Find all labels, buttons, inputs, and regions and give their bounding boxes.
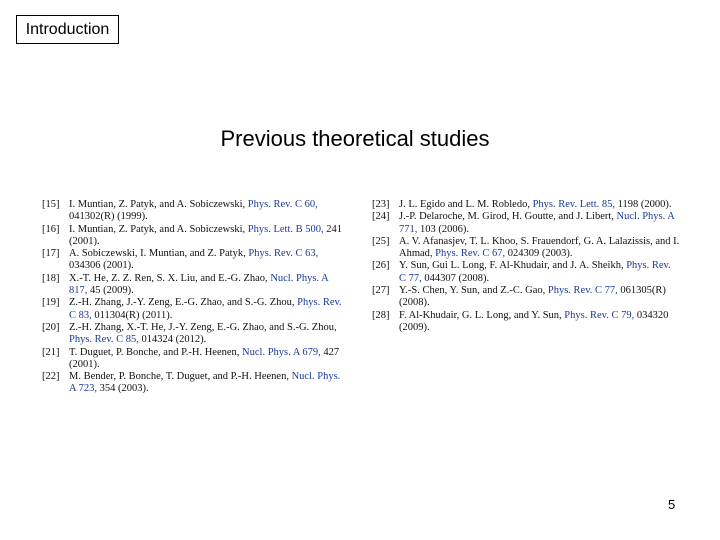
reference-journal-link[interactable]: Phys. Lett. B 500, [247, 223, 324, 235]
reference-authors: I. Muntian, Z. Patyk, and A. Sobiczewski, [69, 199, 246, 210]
reference-authors: A. V. Afanasjev, T. L. Khoo, S. Frauendorf, G. A. Lalazissis, and I. Ahmad, [399, 235, 680, 260]
reference-item [42, 273, 348, 298]
reference-citation: 427 (2001). [69, 346, 340, 370]
reference-number: [23] [372, 199, 390, 210]
reference-authors: J. L. Egido and L. M. Robledo, [399, 199, 530, 210]
reference-item [42, 297, 348, 322]
reference-number: [17] [42, 248, 60, 260]
reference-number: [16] [42, 223, 60, 235]
section-tag [16, 15, 119, 44]
reference-item [42, 322, 348, 347]
reference-item [42, 347, 348, 372]
reference-number: [22] [42, 371, 60, 383]
section-tag-label: Introduction [25, 20, 110, 38]
reference-authors: F. Al-Khudair, G. L. Long, and Y. Sun, [399, 309, 562, 321]
reference-item [42, 248, 348, 273]
reference-journal-link[interactable]: Phys. Rev. C 83, [69, 297, 342, 321]
reference-authors: Y. Sun, Gui L. Long, F. Al-Khudair, and J. A. Sheikh, [399, 260, 624, 272]
reference-number: [20] [42, 321, 60, 333]
reference-citation: 354 (2003). [99, 383, 149, 395]
reference-citation: 011304(R) (2011). [94, 309, 173, 321]
reference-number: [26] [372, 260, 390, 272]
reference-column-right [372, 199, 680, 334]
reference-journal-link[interactable]: Phys. Rev. C 63, [248, 248, 319, 260]
reference-citation: 014324 (2012). [141, 334, 207, 346]
reference-journal-link[interactable]: Phys. Rev. C 60, [247, 199, 318, 210]
reference-authors: Y.-S. Chen, Y. Sun, and Z.-C. Gao, [399, 285, 546, 297]
reference-authors: A. Sobiczewski, I. Muntian, and Z. Patyk, [69, 248, 246, 260]
reference-item [372, 211, 680, 236]
reference-citation: 041302(R) (1999). [69, 211, 148, 223]
reference-citation: 034320 (2009). [399, 309, 669, 333]
reference-item [372, 260, 680, 285]
reference-number: [19] [42, 297, 60, 309]
reference-number: [25] [372, 235, 390, 247]
reference-authors: Z.-H. Zhang, X.-T. He, J.-Y. Zeng, E.-G. Zhao, and S.-G. Zhou, [69, 321, 337, 333]
reference-journal-link[interactable]: Nucl. Phys. A 817, [69, 272, 329, 297]
reference-citation: 044307 (2008). [424, 272, 490, 284]
reference-item [42, 199, 348, 224]
reference-journal-link[interactable]: Phys. Rev. C 79, [564, 309, 635, 321]
reference-citation: 45 (2009). [90, 285, 134, 297]
reference-column-left [42, 199, 348, 396]
reference-authors: Z.-H. Zhang, J.-Y. Zeng, E.-G. Zhao, and S.-G. Zhou, [69, 297, 295, 309]
reference-journal-link[interactable]: Phys. Rev. C 77, [547, 285, 618, 297]
reference-authors: M. Bender, P. Bonche, T. Duguet, and P.-H. Heenen, [69, 371, 289, 383]
reference-journal-link[interactable]: Phys. Rev. C 77, [399, 260, 671, 284]
reference-journal-link[interactable]: Phys. Rev. C 85, [69, 334, 139, 346]
reference-authors: T. Duguet, P. Bonche, and P.-H. Heenen, [69, 346, 240, 358]
reference-journal-link[interactable]: Nucl. Phys. A 723, [69, 371, 341, 395]
reference-authors: X.-T. He, Z. Z. Ren, S. X. Liu, and E.-G. Zhao, [69, 272, 268, 284]
slide-title: Previous theoretical studies [220, 126, 490, 151]
reference-item [372, 310, 680, 335]
reference-citation: 034306 (2001). [69, 260, 134, 272]
reference-citation: 024309 (2003). [507, 248, 573, 260]
reference-item [372, 285, 680, 310]
reference-citation: 1198 (2000). [617, 199, 672, 210]
reference-item [42, 371, 348, 396]
page-number: 5 [668, 497, 676, 512]
reference-journal-link[interactable]: Phys. Rev. C 67, [435, 248, 506, 260]
reference-number: [15] [42, 199, 60, 210]
reference-number: [18] [42, 272, 60, 284]
reference-number: [21] [42, 346, 60, 358]
reference-journal-link[interactable]: Nucl. Phys. A 771, [399, 211, 675, 235]
reference-item [372, 236, 680, 261]
reference-number: [27] [372, 285, 390, 297]
reference-citation: 061305(R) (2008). [399, 285, 666, 309]
reference-authors: I. Muntian, Z. Patyk, and A. Sobiczewski, [69, 223, 246, 235]
reference-journal-link[interactable]: Phys. Rev. Lett. 85, [532, 199, 616, 210]
reference-citation: 103 (2006). [420, 223, 469, 235]
reference-number: [28] [372, 309, 390, 321]
reference-citation: 241 (2001). [69, 223, 342, 247]
reference-journal-link[interactable]: Nucl. Phys. A 679, [242, 346, 321, 358]
reference-number: [24] [372, 211, 390, 223]
reference-item [372, 199, 680, 211]
reference-authors: J.-P. Delaroche, M. Girod, H. Goutte, and J. Libert, [399, 211, 614, 223]
reference-item [42, 224, 348, 249]
